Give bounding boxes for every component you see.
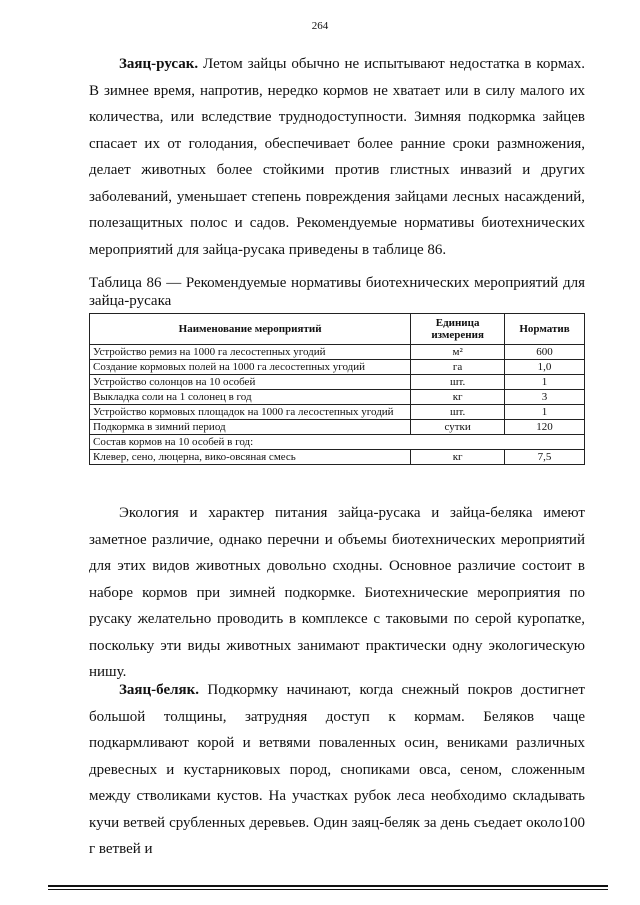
norms-table (89, 313, 585, 465)
cell-name: Устройство ремиз на 1000 га лесостепных угодий (90, 345, 411, 360)
cell-unit: шт. (411, 375, 505, 390)
cell-norm: 1,0 (505, 360, 585, 375)
cell-unit: кг (411, 450, 505, 465)
table-row (90, 390, 585, 405)
table-row (90, 420, 585, 435)
table-caption: Таблица 86 — Рекомендуемые нормативы биотехнических мероприятий для зайца-русака (89, 275, 585, 309)
paragraph-hare-belyak (89, 677, 585, 863)
footer-rule-thin (48, 889, 608, 890)
paragraph-body: Подкормку начинают, когда снежный покров достигнет большой толщины, затрудняя доступ к кормам. Беляков чаще подкармливают корой и ветвями поваленных осин, вениками различных древесных и кустарниковых пород, снопиками овса, сеном, сложенным между стволиками кустов. На участках рубок леса необходимо складывать кучи ветвей срубленных деревьев. Один заяц-беляк за день съедает около100 г ветвей и (89, 682, 585, 857)
cell-name: Создание кормовых полей на 1000 га лесостепных угодий (90, 360, 411, 375)
cell-name: Устройство солонцов на 10 особей (90, 375, 411, 390)
paragraph-hare-rusak (89, 51, 585, 263)
cell-name: Подкормка в зимний период (90, 420, 411, 435)
footer-rule (48, 885, 608, 887)
cell-norm: 1 (505, 375, 585, 390)
cell-unit: кг (411, 390, 505, 405)
column-header-name: Наименование мероприятий (90, 314, 411, 345)
table-row (90, 450, 585, 465)
cell-unit: шт. (411, 405, 505, 420)
cell-unit: сутки (411, 420, 505, 435)
cell-norm: 600 (505, 345, 585, 360)
cell-norm: 3 (505, 390, 585, 405)
table-row (90, 345, 585, 360)
column-header-unit: Единица измерения (411, 314, 505, 345)
cell-unit: га (411, 360, 505, 375)
table-section-row (90, 435, 585, 450)
column-header-norm: Норматив (505, 314, 585, 345)
paragraph-ecology: Экология и характер питания зайца-русака и зайца-беляка имеют заметное различие, однако перечни и объемы биотехнических мероприятий для этих видов животных довольно сходны. Основное различие состоит в наборе кормов при зимней подкормке. Биотехнические мероприятия по русаку желательно проводить в комплексе с таковыми по серой куропатке, поскольку эти виды животных занимают практически одну экологическую нишу. (89, 505, 585, 680)
paragraph-body: Летом зайцы обычно не испытывают недостатка в кормах. В зимнее время, напротив, нередко кормов не хватает или в силу малого их количества, или вследствие труднодоступности. Зимняя подкормка зайцев спасает их от голодания, обеспечивает более ранние сроки размножения, делает животных более стойкими против глистных инвазий и других заболеваний, уменьшает степень повреждения зайцами лесных насаждений, полезащитных полос и садов. Рекомендуемые нормативы биотехнических мероприятий для зайца-русака приведены в таблице 86. (89, 56, 585, 258)
cell-norm: 120 (505, 420, 585, 435)
table-row (90, 405, 585, 420)
cell-norm: 1 (505, 405, 585, 420)
page-number: 264 (311, 20, 329, 32)
paragraph-lead: Заяц-русак. (119, 56, 199, 72)
table-header-row (90, 314, 585, 345)
cell-name: Устройство кормовых площадок на 1000 га лесостепных угодий (90, 405, 411, 420)
cell-name: Клевер, сено, люцерна, вико-овсяная смесь (90, 450, 411, 465)
section-label: Состав кормов на 10 особей в год: (90, 435, 585, 450)
cell-norm: 7,5 (505, 450, 585, 465)
table-row (90, 360, 585, 375)
cell-unit: м² (411, 345, 505, 360)
table-row (90, 375, 585, 390)
paragraph-lead: Заяц-беляк. (119, 682, 200, 698)
cell-name: Выкладка соли на 1 солонец в год (90, 390, 411, 405)
